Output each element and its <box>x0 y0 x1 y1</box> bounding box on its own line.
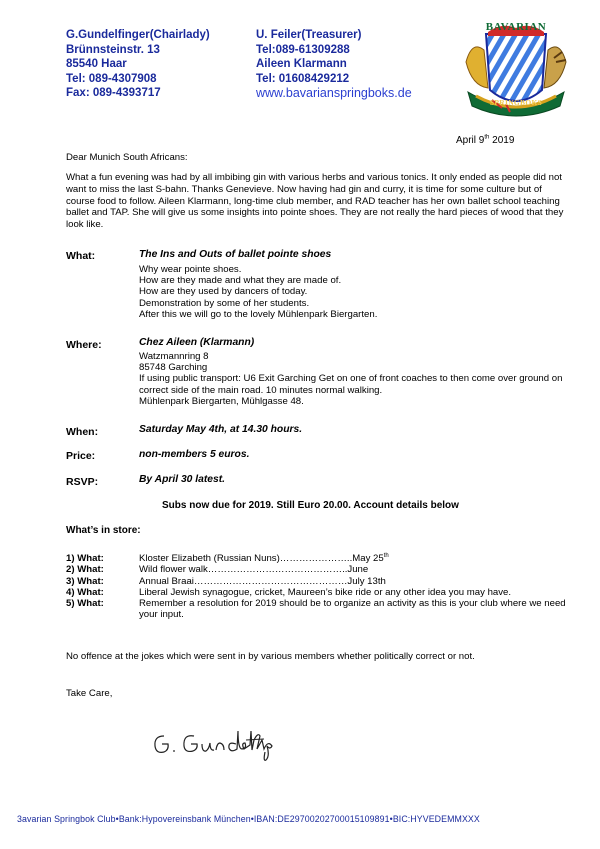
what-line: Why wear pointe shoes. <box>139 264 242 275</box>
what-line: After this we will go to the lovely Mühlenpark Biergarten. <box>139 308 378 320</box>
store-item-text: Wild flower walk……………………………………..June <box>139 564 369 576</box>
letter-date <box>456 135 514 147</box>
when-label: When: <box>66 426 99 438</box>
chairlady-fax: Fax: 089-4393717 <box>66 87 161 99</box>
where-details <box>139 351 574 407</box>
where-line: If using public transport: U6 Exit Garching Get on one of front coaches to then come over ground on correct side of the main road. 10 minutes normal walking. <box>139 373 563 396</box>
date-suffix: th <box>484 134 490 141</box>
price-label: Price: <box>66 450 96 462</box>
what-line: How are they made and what they are made of. <box>139 275 342 287</box>
where-line: Mühlenpark Biergarten, Mühlgasse 48. <box>139 395 304 407</box>
where-line: 85748 Garching <box>139 362 208 374</box>
where-label: Where: <box>66 339 102 351</box>
store-item-key: 3) What: <box>66 575 104 587</box>
treasurer-tel: Tel:089-61309288 <box>256 43 350 56</box>
where-title: Chez Aileen (Klarmann) <box>139 337 255 348</box>
store-item-text <box>139 553 574 564</box>
date-year: 2019 <box>489 135 515 146</box>
store-item-desc: Kloster Elizabeth (Russian Nuns)…………………..May 25 <box>139 553 384 564</box>
intro-paragraph: What a fun evening was had by all imbibing gin with various herbs and various tonics. It only ended as people did not want to miss the last S-bahn. Thanks Genevieve. Now having had gin and curry, it is time for some culture but of course food to follow. Aileen Klarmann, long-time club member, and RAD teacher has her own ballet school teaching ballet and TAP. She will give us some insights into pointe shoes. They are not really the hard pieces of wood that they look like. <box>66 172 564 231</box>
what-details <box>139 264 569 320</box>
what-line: Demonstration by some of her students. <box>139 297 310 309</box>
rsvp-value: By April 30 latest. <box>139 474 226 485</box>
treasurer-contact <box>256 28 412 101</box>
club-logo <box>462 22 570 118</box>
store-heading: What’s in store: <box>66 525 141 536</box>
list-item <box>66 587 574 598</box>
store-item-key: 5) What: <box>66 598 104 610</box>
store-list <box>66 553 574 621</box>
list-item <box>66 553 574 564</box>
bank-details-footer: 3avarian Springbok Club•Bank:Hypovereinsbank München•IBAN:DE29700202700015109891•BIC:HYVEDEMMXXX <box>17 814 480 824</box>
website-link[interactable]: www.bavarianspringboks.de <box>256 86 412 100</box>
where-line: Watzmannring 8 <box>139 351 209 362</box>
signature <box>150 722 310 762</box>
aileen-name: Aileen Klarmann <box>256 58 347 70</box>
list-item <box>66 598 574 621</box>
date-day: April 9 <box>456 135 485 146</box>
treasurer-name: U. Feiler(Treasurer) <box>256 29 362 41</box>
logo-banner-text: BAVARIAN <box>485 21 547 33</box>
what-line: How are they used by dancers of today. <box>139 286 308 298</box>
rsvp-label: RSVP: <box>66 476 99 488</box>
store-item-key: 4) What: <box>66 586 104 598</box>
price-value: non-members 5 euros. <box>139 449 250 460</box>
store-item-text: Remember a resolution for 2019 should be to organize an activity as this is your club where we need your input. <box>139 598 566 621</box>
store-item-text: Annual Braai…………………………………………July 13th <box>139 575 386 587</box>
chairlady-tel: Tel: 089-4307908 <box>66 72 157 85</box>
chairlady-city: 85540 Haar <box>66 58 127 70</box>
chairlady-contact <box>66 28 210 101</box>
list-item <box>66 564 574 575</box>
when-value: Saturday May 4th, at 14.30 hours. <box>139 424 303 435</box>
subs-notice: Subs now due for 2019. Still Euro 20.00. Account details below <box>162 500 459 511</box>
offence-note: No offence at the jokes which were sent in by various members whether politically correct or not. <box>66 651 475 662</box>
aileen-tel: Tel: 01608429212 <box>256 72 350 85</box>
chairlady-name: G.Gundelfinger(Chairlady) <box>66 29 210 41</box>
store-item-text: Liberal Jewish synagogue, cricket, Maureen’s bike ride or any other idea you may have. <box>139 586 512 598</box>
logo-ribbon-text: SPRINGBOKS <box>489 98 543 107</box>
store-item-key: 2) What: <box>66 564 104 576</box>
list-item <box>66 576 574 587</box>
chairlady-street: Brünnsteinstr. 13 <box>66 43 160 56</box>
greeting: Dear Munich South Africans: <box>66 152 188 163</box>
store-item-sup: th <box>383 552 389 559</box>
store-item-key: 1) What: <box>66 553 104 564</box>
what-label: What: <box>66 250 96 262</box>
what-title: The Ins and Outs of ballet pointe shoes <box>139 249 332 260</box>
closing: Take Care, <box>66 688 113 699</box>
